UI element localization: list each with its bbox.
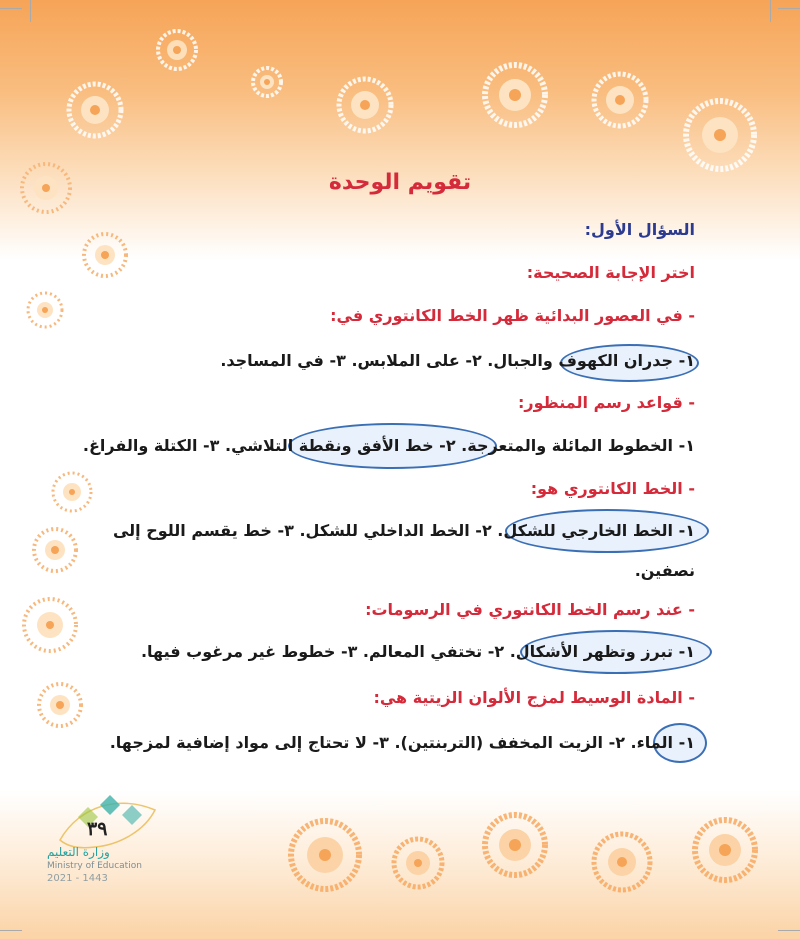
crop-mark bbox=[778, 930, 800, 931]
flower-decoration-icon bbox=[390, 835, 446, 891]
page-title: تقويم الوحدة bbox=[328, 170, 472, 195]
question-2: - قواعد رسم المنظور: bbox=[518, 393, 695, 412]
page-number: ٣٩ bbox=[87, 818, 108, 840]
ministry-name-arabic: وزارة التعليم bbox=[47, 845, 110, 859]
question-1: - في العصور البدائية ظهر الخط الكانتوري في: bbox=[330, 306, 695, 325]
answer-line-5: ١- الماء. ٢- الزيت المخفف (التربنتين). ٣- لا تحتاج إلى مواد إضافية لمزجها. bbox=[109, 733, 695, 752]
crop-mark bbox=[770, 0, 771, 22]
answer-line-4: ١- تبرز وتظهر الأشكال. ٢- تختفي المعالم. ٣- خطوط غير مرغوب فيها. bbox=[140, 642, 695, 661]
flower-decoration-icon bbox=[690, 815, 760, 885]
flower-decoration-icon bbox=[335, 75, 395, 135]
flower-decoration-icon bbox=[480, 60, 550, 130]
question-heading: السؤال الأول: bbox=[584, 220, 695, 239]
crop-mark bbox=[0, 8, 22, 9]
crop-mark bbox=[30, 0, 31, 22]
flower-decoration-icon bbox=[590, 70, 650, 130]
flower-decoration-icon bbox=[285, 815, 365, 895]
flower-decoration-icon bbox=[250, 65, 284, 99]
answer-line-3-continued: نصفين. bbox=[634, 561, 695, 580]
flower-decoration-icon bbox=[155, 28, 199, 72]
crop-mark bbox=[0, 930, 22, 931]
flower-decoration-icon bbox=[25, 290, 65, 330]
question-5: - المادة الوسيط لمزج الألوان الزيتية هي: bbox=[373, 688, 695, 707]
flower-decoration-icon bbox=[65, 80, 125, 140]
flower-decoration-icon bbox=[680, 95, 760, 175]
question-3: - الخط الكانتوري هو: bbox=[530, 479, 695, 498]
crop-mark bbox=[778, 8, 800, 9]
instruction-text: اختر الإجابة الصحيحة: bbox=[526, 263, 695, 282]
answer-line-3: ١- الخط الخارجي للشكل. ٢- الخط الداخلي للشكل. ٣- خط يقسم اللوح إلى bbox=[112, 521, 695, 540]
question-4: - عند رسم الخط الكانتوري في الرسومات: bbox=[365, 600, 695, 619]
ministry-year: 2021 - 1443 bbox=[47, 873, 108, 884]
answer-line-1: ١- جدران الكهوف والجبال. ٢- على الملابس. ٣- في المساجد. bbox=[220, 351, 695, 370]
flower-decoration-icon bbox=[590, 830, 654, 894]
ministry-name-english: Ministry of Education bbox=[47, 861, 142, 871]
answer-line-2: ١- الخطوط المائلة والمتعرجة. ٢- خط الأفق ونقطة التلاشي. ٣- الكتلة والفراغ. bbox=[82, 436, 695, 455]
flower-decoration-icon bbox=[480, 810, 550, 880]
flower-decoration-icon bbox=[18, 160, 74, 216]
